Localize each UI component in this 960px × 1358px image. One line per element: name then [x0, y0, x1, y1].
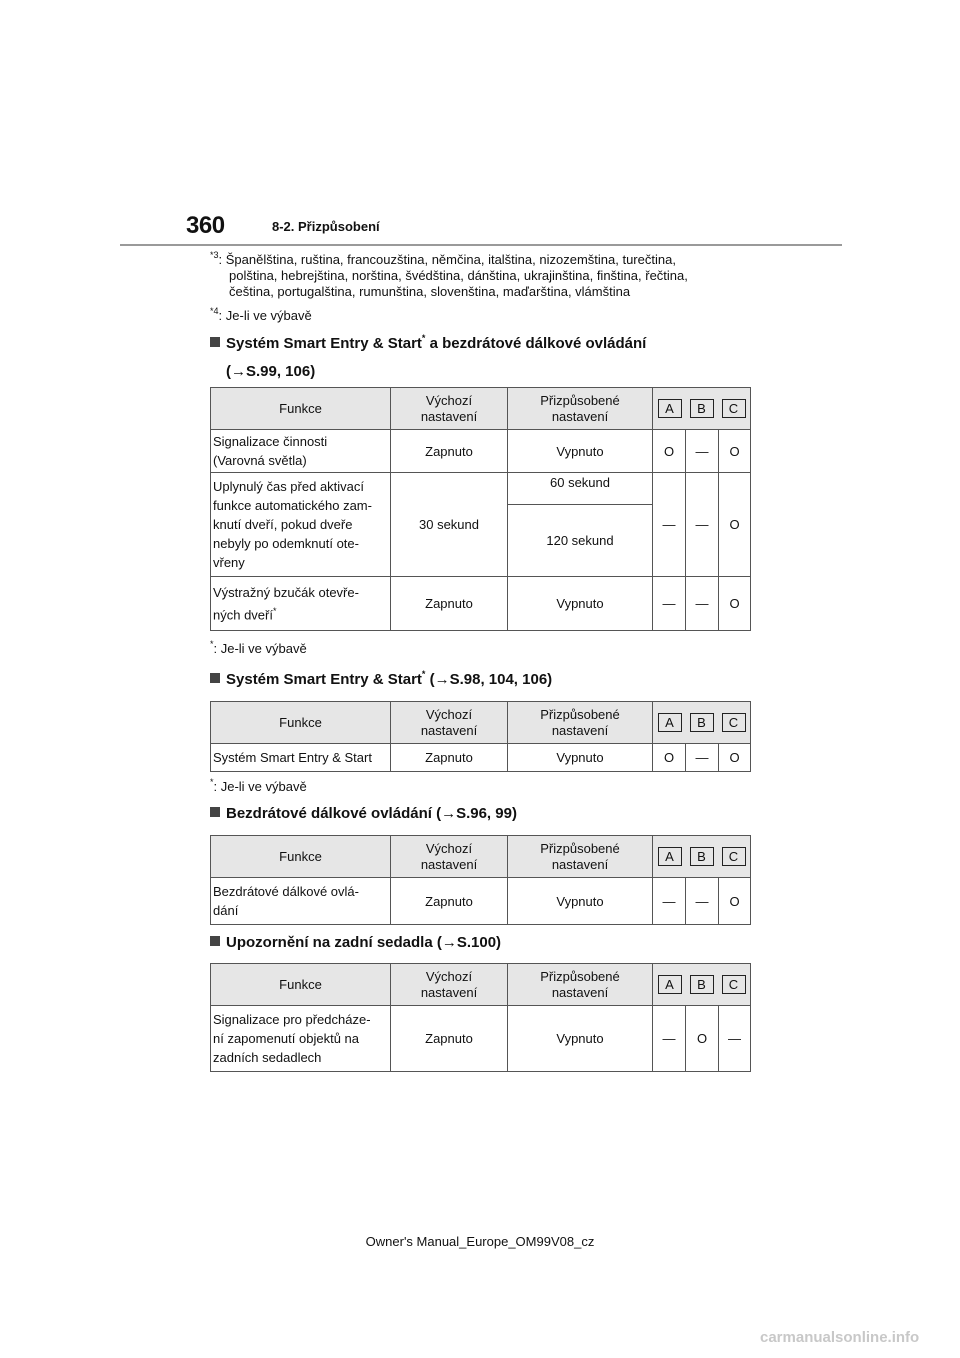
table-smart-entry: Funkce Výchozí nastavení Přizpůsobené nastavení A B C Systém Smart Entry & Start Zapnuto Vypnuto O — O — [210, 701, 751, 772]
section-4-heading: Upozornění na zadní sedadla (→S.100) — [210, 932, 501, 954]
square-bullet-icon — [210, 936, 220, 946]
col-function: Funkce — [211, 388, 391, 430]
page-number: 360 — [186, 212, 225, 239]
square-bullet-icon — [210, 807, 220, 817]
footnote-3: $^{*3}$: Španělština, ruština, francouzština, němčina, italština, nizozemština, turečtina, polština, hebrejština, norština, švédština, dánština, ukrajinština, finština, řečtina, čeština, portugalština, rumunština, slovenština, maďarština, vlámština — [210, 250, 688, 299]
footer-manual-id: Owner's Manual_Europe_OM99V08_cz — [365, 1234, 595, 1249]
table-row: Uplynulý čas před aktivací funkce automatického zam- knutí dveří, pokud dveře nebyly po odemknutí ote- vřeny 30 sekund 60 sekund — — O — [211, 473, 751, 505]
table-remote-control: Funkce Výchozí nastavení Přizpůsobené nastavení A B C Bezdrátové dálkové ovlá- dání Zapnuto Vypnuto — — O — [210, 835, 751, 925]
section-2-heading: Systém Smart Entry & Start* (→S.98, 104, 106) — [210, 669, 552, 691]
footnote-table-2: *: Je-li ve výbavě — [210, 777, 307, 794]
section-label: 8-2. Přizpůsobení — [272, 219, 380, 234]
col-custom: Přizpůsobené nastavení — [508, 388, 653, 430]
square-bullet-icon — [210, 673, 220, 683]
footnote-4: $^{*4}$: Je-li ve výbavě — [210, 306, 312, 323]
table-row: Výstražný bzučák otevře- ných dveří* Zapnuto Vypnuto — — O — [211, 577, 751, 631]
table-row: Bezdrátové dálkové ovlá- dání Zapnuto Vypnuto — — O — [211, 878, 751, 925]
footnote-table-1: *: Je-li ve výbavě — [210, 639, 307, 656]
section-1-heading: Systém Smart Entry & Start* a bezdrátové dálkové ovládání (→S.99, 106) — [210, 333, 646, 383]
col-abc: A B C — [653, 388, 751, 430]
table-row: Signalizace činnosti (Varovná světla) Zapnuto Vypnuto O — O — [211, 430, 751, 473]
table-smart-entry-remote: Funkce Výchozí nastavení Přizpůsobené nastavení A B C Signalizace činnosti (Varovná světla) Zapnuto Vypnuto O — O Uplynulý čas před aktivací funkce automatického zam- knutí dveří, pokud dveře nebyly po odemknutí ote- vřeny 30 sekund 60 sekund — — O 120 sekund Výstražný bzučák otevře- ných dveří* Zapnuto Vypnuto — — O — [210, 387, 751, 631]
col-default: Výchozí nastavení — [391, 388, 508, 430]
table-row: Signalizace pro předcháze- ní zapomenutí objektů na zadních sedadlech Zapnuto Vypnuto — O — — [211, 1006, 751, 1072]
square-bullet-icon — [210, 337, 220, 347]
watermark: carmanualsonline.info — [760, 1329, 920, 1346]
table-row: Systém Smart Entry & Start Zapnuto Vypnuto O — O — [211, 744, 751, 772]
section-3-heading: Bezdrátové dálkové ovládání (→S.96, 99) — [210, 803, 517, 825]
header-divider — [120, 244, 842, 246]
table-rear-seat-reminder: Funkce Výchozí nastavení Přizpůsobené nastavení A B C Signalizace pro předcháze- ní zapomenutí objektů na zadních sedadlech Zapnuto Vypnuto — O — — [210, 963, 751, 1072]
